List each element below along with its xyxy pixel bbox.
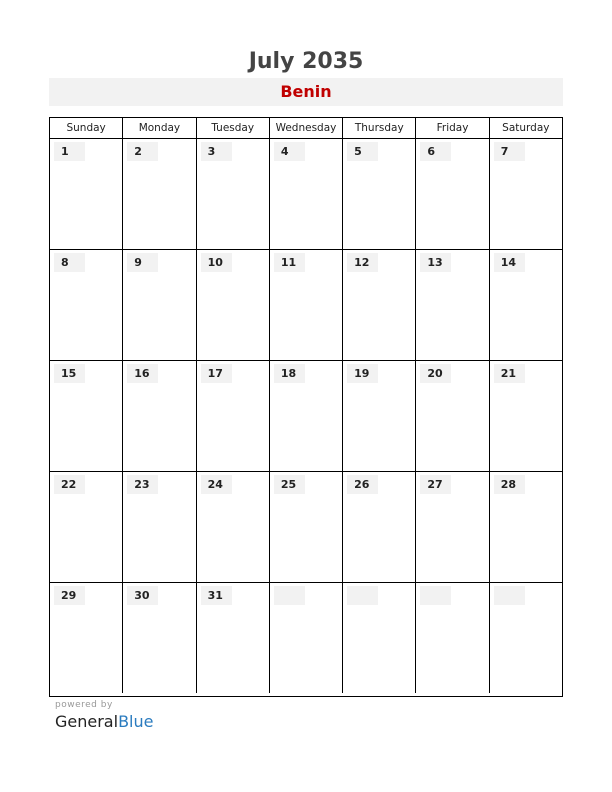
day-number: 6 (420, 142, 451, 161)
day-cell (197, 139, 270, 249)
footer-branding (55, 700, 153, 731)
day-number: 25 (274, 475, 305, 494)
day-cell (197, 472, 270, 582)
week-row-2 (50, 250, 562, 361)
day-number: 7 (494, 142, 525, 161)
day-number: 20 (420, 364, 451, 383)
day-number: 21 (494, 364, 525, 383)
day-cell (50, 250, 123, 360)
day-number: 30 (127, 586, 158, 605)
day-number: 10 (201, 253, 232, 272)
day-cell (490, 139, 562, 249)
day-cell (343, 361, 416, 471)
day-cell (343, 583, 416, 693)
day-number: 11 (274, 253, 305, 272)
day-number: 22 (54, 475, 85, 494)
day-number: 24 (201, 475, 232, 494)
day-number: 5 (347, 142, 378, 161)
day-cell (50, 139, 123, 249)
day-number: 23 (127, 475, 158, 494)
day-number: 29 (54, 586, 85, 605)
day-cell (270, 583, 343, 693)
day-cell (197, 250, 270, 360)
powered-by-label: powered by (55, 700, 113, 710)
calendar-grid (49, 117, 563, 697)
day-number: 28 (494, 475, 525, 494)
day-cell (270, 472, 343, 582)
day-number-empty (274, 586, 305, 605)
week-row-1 (50, 139, 562, 250)
day-number: 12 (347, 253, 378, 272)
weekday-monday: Monday (123, 118, 196, 138)
brand-blue-text: Blue (118, 712, 154, 731)
day-number: 14 (494, 253, 525, 272)
day-cell (50, 583, 123, 693)
country-banner (49, 78, 563, 106)
weekday-friday: Friday (416, 118, 489, 138)
day-cell (416, 250, 489, 360)
day-cell (50, 361, 123, 471)
week-row-5 (50, 583, 562, 693)
day-cell (50, 472, 123, 582)
day-cell (123, 583, 196, 693)
day-cell (416, 361, 489, 471)
day-cell (490, 472, 562, 582)
day-number-empty (347, 586, 378, 605)
day-cell (490, 250, 562, 360)
day-cell (343, 139, 416, 249)
brand-general-text: General (55, 712, 119, 731)
calendar-title: July 2035 (248, 49, 364, 74)
day-number: 31 (201, 586, 232, 605)
day-number-empty (420, 586, 451, 605)
weekday-tuesday: Tuesday (197, 118, 270, 138)
day-number: 1 (54, 142, 85, 161)
day-number: 4 (274, 142, 305, 161)
day-number-empty (494, 586, 525, 605)
weekday-saturday: Saturday (502, 122, 550, 134)
day-number: 26 (347, 475, 378, 494)
day-cell (270, 361, 343, 471)
day-number: 9 (127, 253, 158, 272)
weekday-wednesday: Wednesday (270, 118, 343, 138)
weekday-sunday: Sunday (50, 118, 123, 138)
day-cell (197, 361, 270, 471)
day-cell (490, 361, 562, 471)
day-number: 8 (54, 253, 85, 272)
day-cell (343, 250, 416, 360)
day-number: 3 (201, 142, 232, 161)
week-row-3 (50, 361, 562, 472)
day-number: 2 (127, 142, 158, 161)
day-number: 17 (201, 364, 232, 383)
day-number: 18 (274, 364, 305, 383)
day-cell (343, 472, 416, 582)
weekday-thursday: Thursday (343, 118, 416, 138)
week-row-4 (50, 472, 562, 583)
day-cell (270, 139, 343, 249)
day-cell (416, 472, 489, 582)
day-cell (416, 139, 489, 249)
day-number: 27 (420, 475, 451, 494)
day-cell (416, 583, 489, 693)
day-number: 13 (420, 253, 451, 272)
day-cell (270, 250, 343, 360)
day-cell (123, 250, 196, 360)
day-number: 16 (127, 364, 158, 383)
day-cell (490, 583, 562, 693)
weekday-header-row (50, 118, 562, 139)
country-name: Benin (280, 82, 332, 101)
brand-logo[interactable] (55, 712, 153, 731)
day-number: 15 (54, 364, 85, 383)
day-cell (197, 583, 270, 693)
day-number: 19 (347, 364, 378, 383)
day-cell (123, 361, 196, 471)
day-cell (123, 472, 196, 582)
day-cell (123, 139, 196, 249)
